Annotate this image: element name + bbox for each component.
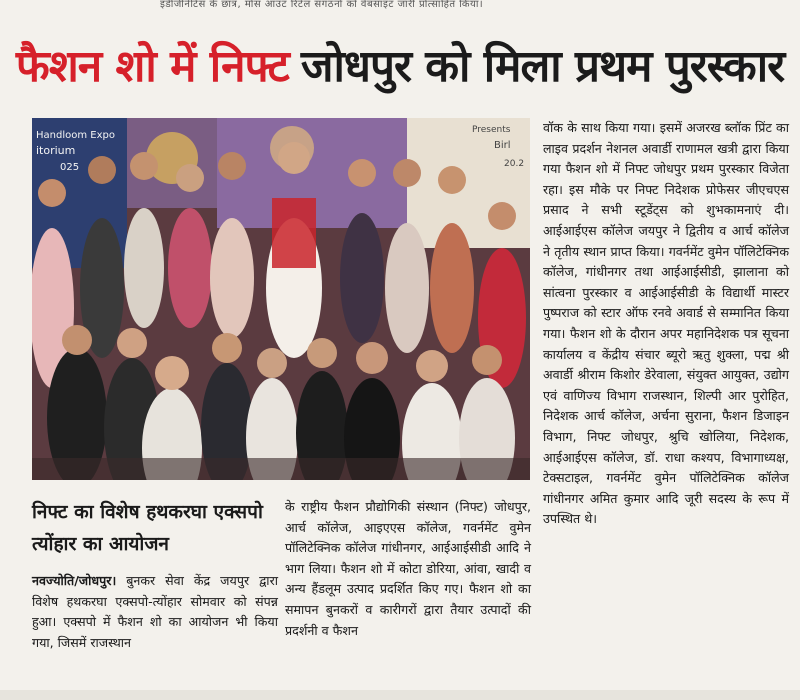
page-bottom-edge xyxy=(0,690,800,700)
banner-right-1: Presents xyxy=(472,125,511,135)
article-column-middle: के राष्ट्रीय फैशन प्रौद्योगिकी संस्थान (निफ्ट) जोधपुर, आर्च कॉलेज, आइएएस कॉलेज, गवर्नमेंट वुमेन पॉलिटेक्निक कॉलेज गांधीनगर, आईआईसीडी आदि ने भाग लिया। फैशन शो में कोटा डोरिया, आंवा, खादी व अन्य हैंडलूम उत्पाद प्रदर्शित किए गए। फैशन शो का समापन बुनकरों व कारीगरों द्वारा तैयार उत्पादों की प्रदर्शनी व फैशन xyxy=(285,499,531,638)
banner-left-3: 025 xyxy=(60,162,80,173)
article-column-right: वॉक के साथ किया गया। इसमें अजरख ब्लॉक प्रिंट का लाइव प्रदर्शन नेशनल अवार्डी राणामल खत्री द्वारा किया गया फैशन शो में निफ्ट जोधपुर प्रथम पुरस्कार विजेता रहा। इस मौके पर निफ्ट निदेशक प्रोफेसर जीएचएस प्रसाद ने सभी स्टूडेंट्स को शुभकामनाएं दी। आईआईएस कॉलेज जयपुर ने द्वितीय व आर्च कॉलेज ने तृतीय स्थान प्राप्त किया। गवर्नमेंट वुमेन पॉलिटेक्निक कॉलेज, गांधीनगर तथा आईआईसीडी, झालाना को सांत्वना पुरस्कार व आईआईसीडी के विद्यार्थी मास्टर पुष्पराज को स्टार ऑफ रनवे अवार्ड से सम्मानित किया गया। फैशन शो के दौरान अपर महानिदेशक पत्र सूचना कार्यालय व केंद्रीय संचार ब्यूरो ऋतु शुक्ला, पद्म श्री अवार्डी श्रीराम किशोर डेरेवाला, संयुक्त आयुक्त, उद्योग एवं वाणिज्य विभाग राजस्थान, शिल्पी आर पुरोहित, निदेशक आर्च कॉलेज, अर्चना सुराना, फैशन डिजाइन विभाग, निफ्ट जोधपुर, श्रुचि खोलिया, निदेशक, आईआईएस कॉलेज, डॉ. राधा कश्यप, विभागाध्यक्ष, टेक्सटाइल, गवर्नमेंट वुमेन पॉलिटेक्निक कॉलेज गांधीनगर अमित कुमार आदि जूरी सदस्य के रूप में उपस्थित थे। xyxy=(543,120,789,527)
headline xyxy=(10,24,790,104)
top-strip-text: इंडीजीनेटिस के छात्र, मोस आउट रिटेल संगठनों को वेबसाइट जारी प्रोत्साहित किया। xyxy=(160,0,484,10)
banner-left-2: itorium xyxy=(36,144,76,157)
banner-left-1: Handloom Expo xyxy=(36,130,115,141)
banner-right-2: Birl xyxy=(494,140,511,151)
event-photo-illustration xyxy=(32,118,530,480)
article-left-text: बुनकर सेवा केंद्र जयपुर द्वारा विशेष हथकरघा एक्सपो-त्योंहार सोमवार को संपन्न हुआ। एक्सपो में फैशन शो का आयोजन भी किया गया, जिसमें राजस्थान xyxy=(32,573,278,650)
article-column-left xyxy=(32,571,278,653)
subheading: निफ्ट का विशेष हथकरघा एक्सपो त्योंहार का आयोजन xyxy=(32,501,263,555)
headline-dark: जोधपुर को मिला प्रथम पुरस्कार xyxy=(300,41,785,92)
headline-red: फैशन शो में निफ्ट xyxy=(15,41,289,92)
banner-right-3: 20.2 xyxy=(504,159,525,169)
dateline: नवज्योति/जोधपुर। xyxy=(32,573,117,588)
event-photo xyxy=(32,118,530,480)
